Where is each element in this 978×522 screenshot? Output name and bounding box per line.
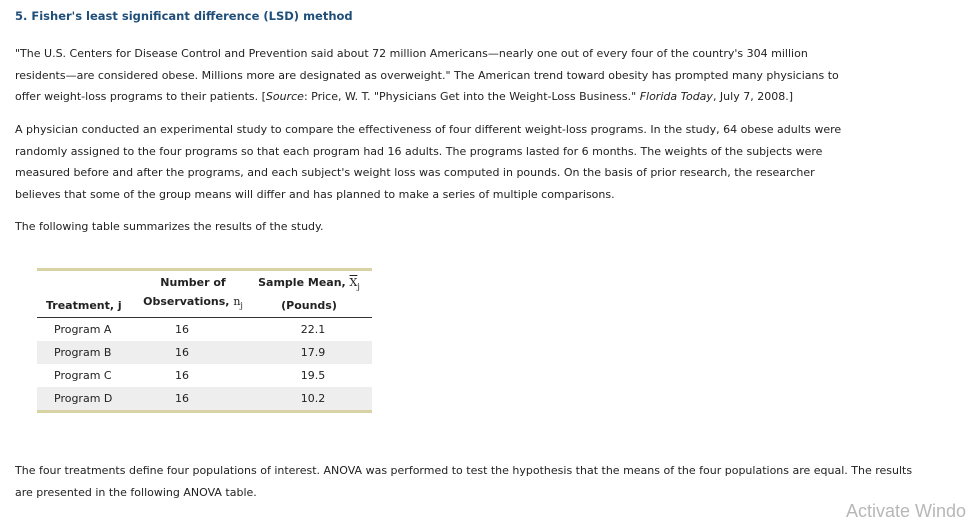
cell-n: 16 xyxy=(175,346,189,359)
intro-quote: "The U.S. Centers for Disease Control and Prevention said about 72 million Americans—nearly one out of every four of the country's 304 million residents—are considered obese. Millions more are designated as overweight." The American trend toward obesity has prompted many physicians to offer weight-loss programs to their patients. [ xyxy=(15,47,839,103)
symbol-x-bar: $\overline{X}$ xyxy=(349,275,358,289)
header-mean-line1: Sample Mean, $\overline{X}_j$ xyxy=(258,275,360,291)
cell-mean: 19.5 xyxy=(300,369,326,382)
header-observations-line1: Number of xyxy=(160,275,226,289)
anova-paragraph: The four treatments define four populations of interest. ANOVA was performed to test the hypothesis that the means of the four populations are equal. The results are presented in the following ANOVA table. xyxy=(15,464,913,499)
source-label: Source xyxy=(265,90,304,103)
header-observations xyxy=(140,271,246,318)
study-paragraph: A physician conducted an experimental study to compare the effectiveness of four different weight-loss programs. In the study, 64 obese adults were randomly assigned to the four programs so that each program had 16 adults. The programs lasted for 6 months. The weights of the subjects were measured before and after the programs, and each subject's weight loss was computed in pounds. On the basis of prior research, the researcher believes that some of the group means will differ and has planned to make a series of multiple comparisons. xyxy=(15,123,842,201)
cell-n: 16 xyxy=(175,323,189,336)
header-sample-mean xyxy=(246,271,372,318)
table-header-row xyxy=(37,271,372,318)
cell-mean: 17.9 xyxy=(300,346,326,359)
section-heading: 5. Fisher's least significant difference (LSD) method xyxy=(15,9,353,23)
symbol-n: n xyxy=(233,294,241,308)
source-date: , July 7, 2008.] xyxy=(712,90,793,103)
cell-n: 16 xyxy=(175,369,189,382)
cell-treatment: Program B xyxy=(54,346,112,359)
table-intro-text: The following table summarizes the results of the study. xyxy=(15,220,324,233)
table-row xyxy=(37,318,372,342)
source-text: : Price, W. T. "Physicians Get into the Weight-Loss Business." xyxy=(303,90,640,103)
cell-mean: 10.2 xyxy=(300,392,326,405)
cell-mean: 22.1 xyxy=(300,323,326,336)
cell-treatment: Program C xyxy=(54,369,112,382)
table-row xyxy=(37,341,372,364)
intro-paragraph xyxy=(15,43,845,108)
table-row xyxy=(37,387,372,410)
journal-name: Florida Today xyxy=(639,90,713,103)
cell-treatment: Program D xyxy=(54,392,113,405)
results-table xyxy=(37,268,372,413)
header-treatment: Treatment, j xyxy=(37,271,140,318)
cell-treatment: Program A xyxy=(54,323,112,336)
windows-activation-watermark: Activate Windo xyxy=(846,501,967,521)
header-observations-line2: Observations, $n_j$ xyxy=(143,294,243,310)
cell-n: 16 xyxy=(175,392,189,405)
table-row xyxy=(37,364,372,387)
header-mean-line2: (Pounds) xyxy=(281,299,337,312)
